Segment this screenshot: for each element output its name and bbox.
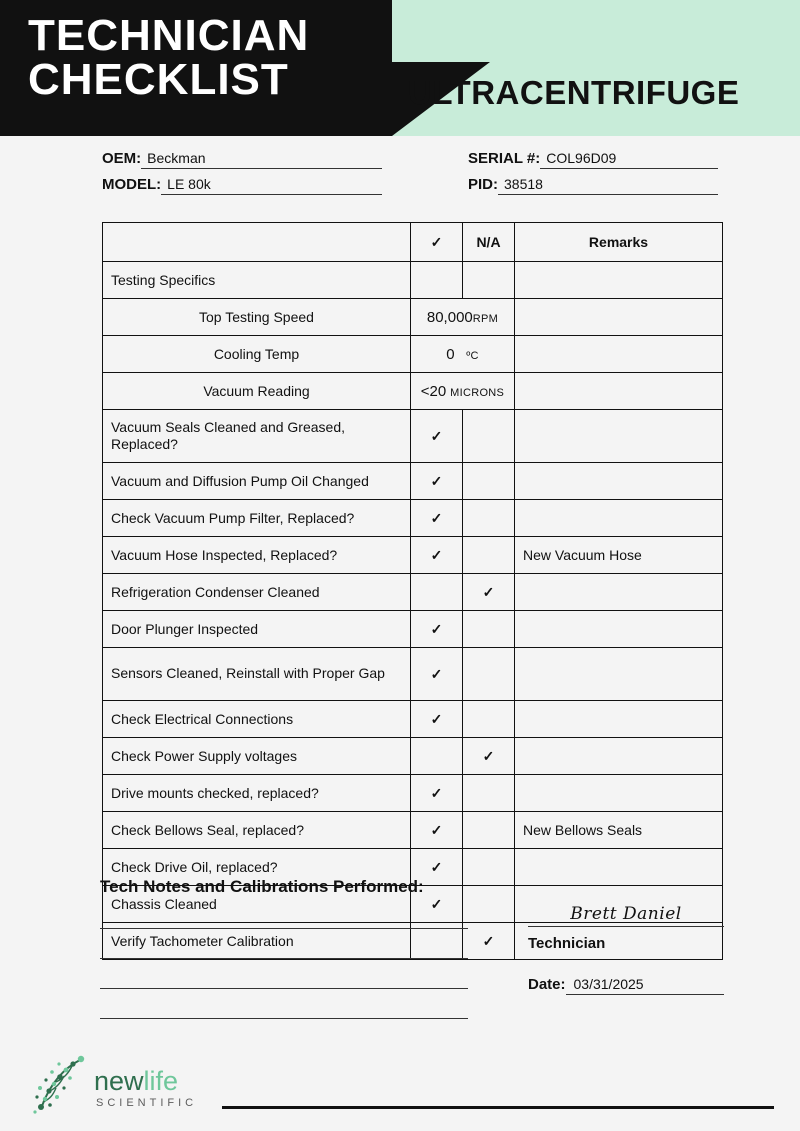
table-row [103,463,723,500]
checklist-na-box[interactable] [463,701,515,738]
checklist-remarks[interactable] [515,648,723,701]
checklist-item-label: Check Drive Oil, replaced? [103,849,411,886]
section-na-cell[interactable] [463,262,515,299]
checklist-na-box[interactable] [463,775,515,812]
spec-label-0: Top Testing Speed [103,299,411,336]
checklist-remarks[interactable] [515,410,723,463]
serial-value[interactable]: COL96D09 [540,150,718,169]
table-row [103,574,723,611]
signature-value[interactable]: Brett Daniel [528,904,724,927]
checklist-na-box[interactable] [463,537,515,574]
checklist-na-box[interactable]: ✓ [463,923,515,960]
spec-value-1[interactable] [411,336,515,373]
checklist-na-box[interactable] [463,611,515,648]
checklist-remarks[interactable]: New Vacuum Hose [515,537,723,574]
checklist-check-box[interactable]: ✓ [411,886,463,923]
table-row [103,262,723,299]
checklist-remarks[interactable]: New Bellows Seals [515,812,723,849]
checklist-check-box[interactable]: ✓ [411,701,463,738]
date-field[interactable] [528,976,724,995]
spec-number-0: 80,000 [426,308,473,326]
checklist-check-box[interactable]: ✓ [411,410,463,463]
table-row [103,336,723,373]
page-title-line2: CHECKLIST [28,55,289,105]
spec-remarks-2[interactable] [515,373,723,410]
spec-label-2: Vacuum Reading [103,373,411,410]
checklist-check-box[interactable]: ✓ [411,775,463,812]
checklist-remarks[interactable] [515,738,723,775]
date-label: Date: [528,976,566,993]
header-remarks: Remarks [515,223,723,262]
checklist-check-box[interactable]: ✓ [411,849,463,886]
equipment-info [0,150,800,212]
section-label: Testing Specifics [103,262,411,299]
header-check-icon: ✓ [411,223,463,262]
table-row [103,500,723,537]
tech-notes-title: Tech Notes and Calibrations Performed: [100,877,424,896]
checklist-remarks[interactable] [515,849,723,886]
checklist-na-box[interactable] [463,886,515,923]
checklist-na-box[interactable]: ✓ [463,574,515,611]
checklist-item-label: Check Electrical Connections [103,701,411,738]
checklist-na-box[interactable] [463,648,515,701]
serial-field[interactable] [468,150,718,169]
table-row [103,648,723,701]
checklist-check-box[interactable]: ✓ [411,812,463,849]
spec-label-1: Cooling Temp [103,336,411,373]
spec-value-0[interactable] [411,299,515,336]
checklist-item-label: Door Plunger Inspected [103,611,411,648]
checklist-na-box[interactable]: ✓ [463,738,515,775]
checklist-item-label: Drive mounts checked, replaced? [103,775,411,812]
spec-unit-2: MICRONS [450,386,505,399]
checklist-check-box[interactable] [411,574,463,611]
pid-label: PID: [468,176,498,193]
checklist-remarks[interactable] [515,701,723,738]
tech-notes-line-4[interactable] [100,1018,468,1019]
table-row [103,812,723,849]
header-item [103,223,411,262]
checklist-item-label: Check Power Supply voltages [103,738,411,775]
checklist-na-box[interactable] [463,410,515,463]
tech-notes-line-1[interactable] [100,928,468,929]
checklist-remarks[interactable] [515,611,723,648]
checklist-table [102,222,723,960]
checklist-na-box[interactable] [463,849,515,886]
table-row [103,701,723,738]
page-footer [0,1044,800,1128]
spec-unit-0: RPM [472,312,499,325]
form-sheet [0,136,800,1131]
table-header-row [103,223,723,262]
checklist-na-box[interactable] [463,463,515,500]
oem-field[interactable] [102,150,382,169]
oem-value[interactable]: Beckman [141,150,382,169]
newlife-scientific-logo [28,1050,218,1122]
checklist-check-box[interactable]: ✓ [411,611,463,648]
leaf-icon [28,1050,94,1122]
checklist-item-label: Vacuum and Diffusion Pump Oil Changed [103,463,411,500]
checklist-item-label: Vacuum Seals Cleaned and Greased, Replaced? [103,410,411,463]
checklist-remarks[interactable] [515,574,723,611]
header-na: N/A [463,223,515,262]
model-value[interactable]: LE 80k [161,176,382,195]
logo-word-scientific: SCIENTIFIC [96,1097,198,1109]
checklist-check-box[interactable] [411,738,463,775]
checklist-item-label: Sensors Cleaned, Reinstall with Proper Gap [103,648,411,701]
oem-label: OEM: [102,150,142,167]
table-row [103,738,723,775]
table-row [103,537,723,574]
table-row [103,299,723,336]
pid-field[interactable] [468,176,718,195]
checklist-remarks[interactable] [515,500,723,537]
serial-label: SERIAL #: [468,150,541,167]
checklist-body [103,262,723,960]
checklist-item-label: Check Vacuum Pump Filter, Replaced? [103,500,411,537]
pid-value[interactable]: 38518 [498,176,718,195]
checklist-item-label: Vacuum Hose Inspected, Replaced? [103,537,411,574]
spec-number-2: <20 [420,382,447,400]
checklist-item-label: Verify Tachometer Calibration [103,923,411,960]
tech-notes-line-2[interactable] [100,958,468,959]
model-field[interactable] [102,176,382,195]
footer-divider [222,1106,774,1109]
device-name: ULTRACENTRIFUGE [408,74,740,111]
table-row [103,775,723,812]
checklist-item-label: Chassis Cleaned [103,886,411,923]
spec-unit-1: ºC [466,349,479,362]
model-label: MODEL: [102,176,162,193]
logo-word-life: life [143,1066,179,1096]
checklist-remarks[interactable] [515,463,723,500]
page-title [28,11,310,105]
spec-remarks-0[interactable] [515,299,723,336]
spec-remarks-1[interactable] [515,336,723,373]
page-header [0,0,800,136]
checklist-item-label: Refrigeration Condenser Cleaned [103,574,411,611]
checklist-check-box[interactable]: ✓ [411,463,463,500]
date-value[interactable]: 03/31/2025 [566,976,724,995]
section-remarks-cell[interactable] [515,262,723,299]
spec-number-1: 0 [446,345,455,363]
table-row [103,611,723,648]
table-row [103,410,723,463]
checklist-check-box[interactable]: ✓ [411,500,463,537]
section-check-cell[interactable] [411,262,463,299]
signature-role-label: Technician [528,935,606,952]
page-title-line1: TECHNICIAN [28,11,310,60]
checklist-check-box[interactable]: ✓ [411,537,463,574]
table-row [103,373,723,410]
checklist-na-box[interactable] [463,500,515,537]
checklist-check-box[interactable]: ✓ [411,648,463,701]
logo-word-new: new [94,1066,144,1096]
checklist-remarks[interactable] [515,775,723,812]
checklist-na-box[interactable] [463,812,515,849]
spec-value-2[interactable] [411,373,515,410]
tech-notes-line-3[interactable] [100,988,468,989]
signature-block [528,904,724,952]
logo-wordmark [94,1068,197,1109]
checklist-item-label: Check Bellows Seal, replaced? [103,812,411,849]
